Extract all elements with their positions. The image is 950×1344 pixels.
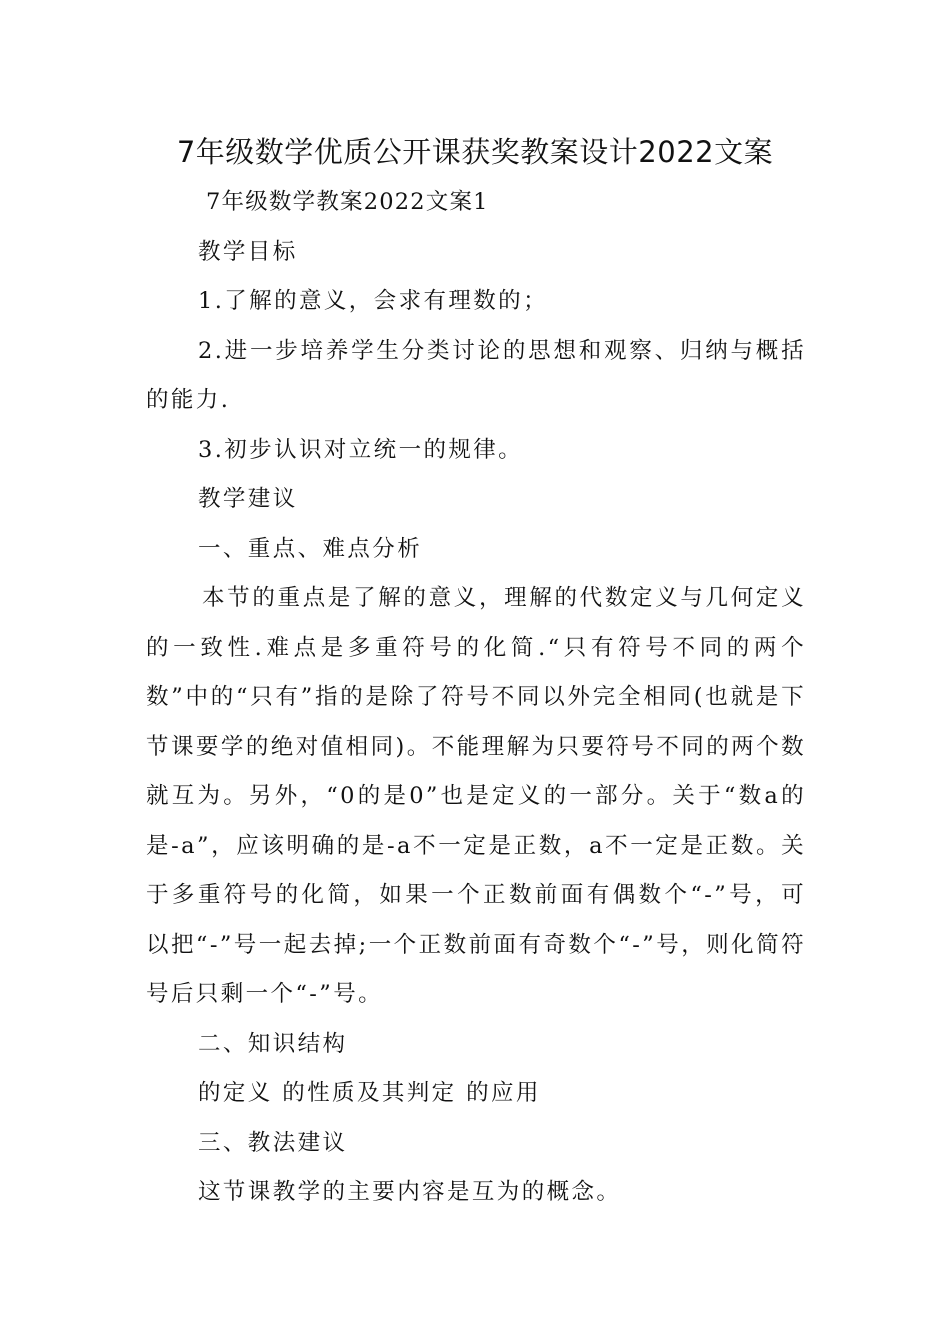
goal-item-1: 1.了解的意义，会求有理数的；: [198, 288, 548, 314]
section-paragraph-knowledge-structure: 的定义 的性质及其判定 的应用: [198, 1080, 541, 1106]
document-title: 7年级数学优质公开课获奖教案设计2022文案: [176, 135, 774, 169]
heading-teaching-goals: 教学目标: [198, 238, 298, 265]
section-paragraph-key-points: 本节的重点是了解的意义，理解的代数定义与几何定义的一致性.难点是多重符号的化简.“只有符号不同的两个数”中的“只有”指的是除了符号不同以外完全相同(也就是下节课要学的绝对值相同)。不能理解为只要符号不同的两个数就互为。另外，“0的是0”也是定义的一部分。关于“数a的是-a”，应该明确的是-a不一定是正数，a不一定是正数。关于多重符号的化简，如果一个正数前面有偶数个“-”号，可以把“-”号一起去掉;一个正数前面有奇数个“-”号，则化简符号后只剩一个“-”号。: [146, 585, 806, 1007]
section-heading-key-points: 一、重点、难点分析: [198, 535, 423, 562]
goal-item-2: 2.进一步培养学生分类讨论的思想和观察、归纳与概括的能力.: [146, 337, 806, 413]
section-heading-knowledge-structure: 二、知识结构: [198, 1030, 348, 1057]
section-paragraph-teaching-method: 这节课教学的主要内容是互为的概念。: [198, 1179, 622, 1205]
document-body: [146, 178, 806, 1218]
subtitle: 7年级数学教案2022文案1: [206, 189, 489, 215]
goal-item-3: 3.初步认识对立统一的规律。: [198, 436, 524, 463]
heading-teaching-advice: 教学建议: [198, 486, 298, 512]
section-heading-teaching-method: 三、教法建议: [198, 1129, 348, 1156]
